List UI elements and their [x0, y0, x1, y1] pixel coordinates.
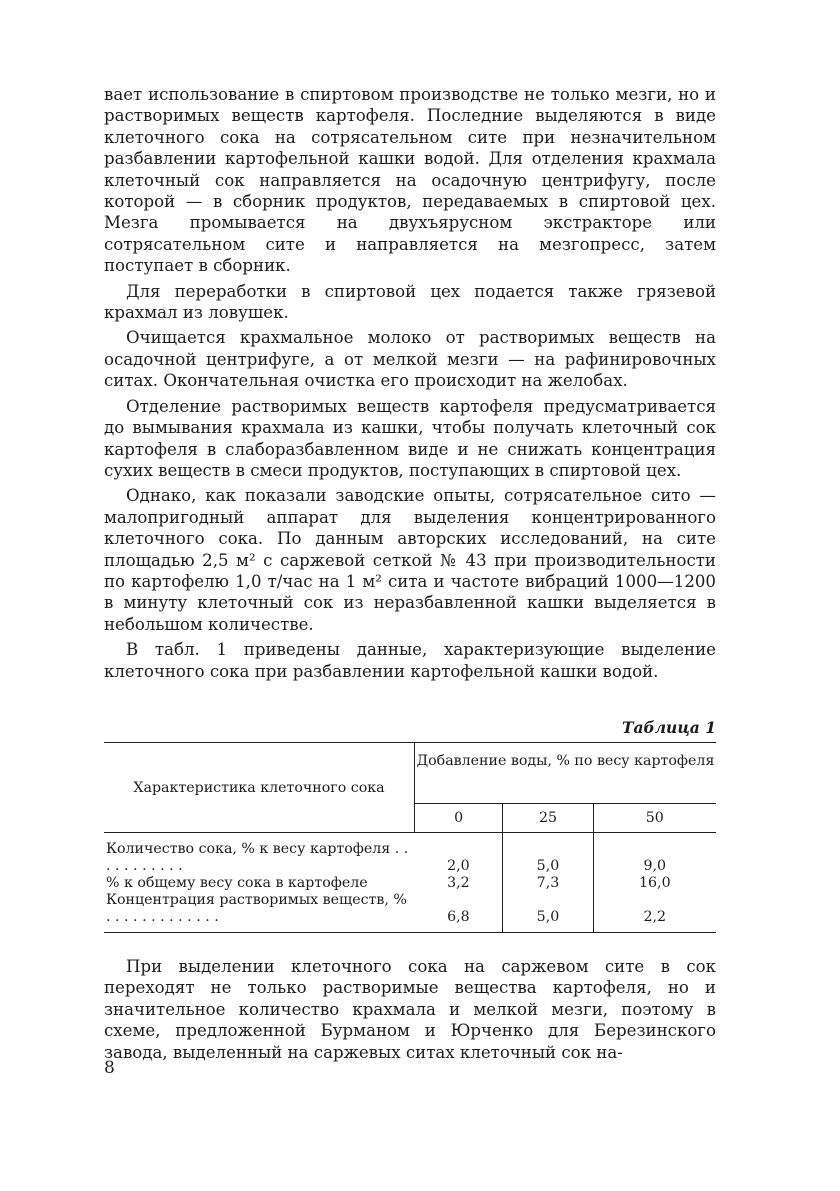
paragraph: Однако, как показали заводские опыты, сотрясательное сито — малопригодный аппарат для выделения концентрированного клеточного сока. По данным авторских исследований, на сите площадью 2,5 м² с саржевой сеткой № 43 при производительности по картофелю 1,0 т/час на 1 м² сита и частоте вибраций 1000—1200 в минуту клеточный сок из неразбавленной кашки выделяется в небольшом количестве.: [104, 486, 716, 634]
paragraph: При выделении клеточного сока на саржевом сите в сок переходят не только растворимые вещества картофеля, но и значительное количество крахмала и мелкой мезги, поэтому в схеме, предложенной Бурманом и Юрченко для Березинского завода, выделенный на саржевых ситах клеточный сок на-: [104, 957, 716, 1062]
data-table: [104, 742, 716, 933]
table-cell: 9,0: [643, 858, 667, 874]
row-label: Концентрация растворимых веществ, % . . . . . . . . . . . . .: [106, 892, 407, 925]
table-col-values: [415, 833, 503, 933]
table-cell: 2,0: [447, 858, 470, 874]
paragraph: В табл. 1 приведены данные, характеризующие выделение клеточного сока при разбавлении картофельной кашки водой.: [104, 640, 716, 681]
paragraph: Отделение растворимых веществ картофеля предусматривается до вымывания крахмала из кашки, чтобы получать клеточный сок картофеля в слаборазбавленном виде и не снижать концентрация сухих веществ в смеси продуктов, поступающих в спиртовой цех.: [104, 396, 716, 480]
row-label: % к общему весу сока в картофеле: [106, 875, 368, 891]
table-cell: 7,3: [536, 875, 560, 891]
paragraph: вает использование в спиртовом производстве не только мезги, но и растворимых веществ картофеля. Последние выделяются в виде клеточного сока на сотрясательном сите при незначительном разбавлении картофельной кашки водой. Для отделения крахмала клеточный сок направляется на осадочную центрифугу, после которой — в сборник продуктов, передаваемых в спиртовой цех. Мезга промывается на двухъярусном экстракторе или сотрясательном сите и направляется на мезгопресс, затем поступает в сборник.: [104, 85, 716, 276]
table-cell: 5,0: [536, 909, 560, 925]
continued-text: [104, 956, 716, 1063]
table-cell: 16,0: [639, 875, 671, 891]
row-label: Количество сока, % к весу картофеля . . . . . . . . . . .: [106, 841, 409, 874]
table-col-header: 50: [593, 804, 716, 833]
page-number: 8: [104, 1058, 115, 1078]
table-cell: 6,8: [447, 909, 470, 925]
table-col-values: [503, 833, 593, 933]
table-cell: 2,2: [643, 909, 667, 925]
table-header-characteristic: Характеристика клеточного сока: [104, 743, 415, 833]
table-cell: 3,2: [447, 875, 470, 891]
table-col-values: [593, 833, 716, 933]
table-col-header: 25: [503, 804, 593, 833]
table-caption: Таблица 1: [621, 718, 716, 737]
table-col-header: 0: [415, 804, 503, 833]
main-text: [104, 84, 716, 686]
table-header-water-added: Добавление воды, % по весу картофеля: [415, 743, 717, 804]
paragraph: Очищается крахмальное молоко от растворимых веществ на осадочной центрифуге, а от мелкой мезги — на рафинировочных ситах. Окончательная очистка его происходит на желобах.: [104, 328, 716, 391]
paragraph: Для переработки в спиртовой цех подается также грязевой крахмал из ловушек.: [104, 281, 716, 323]
table-cell: 5,0: [536, 858, 560, 874]
table-row-labels: [104, 833, 415, 933]
table-body-row: [104, 833, 716, 933]
